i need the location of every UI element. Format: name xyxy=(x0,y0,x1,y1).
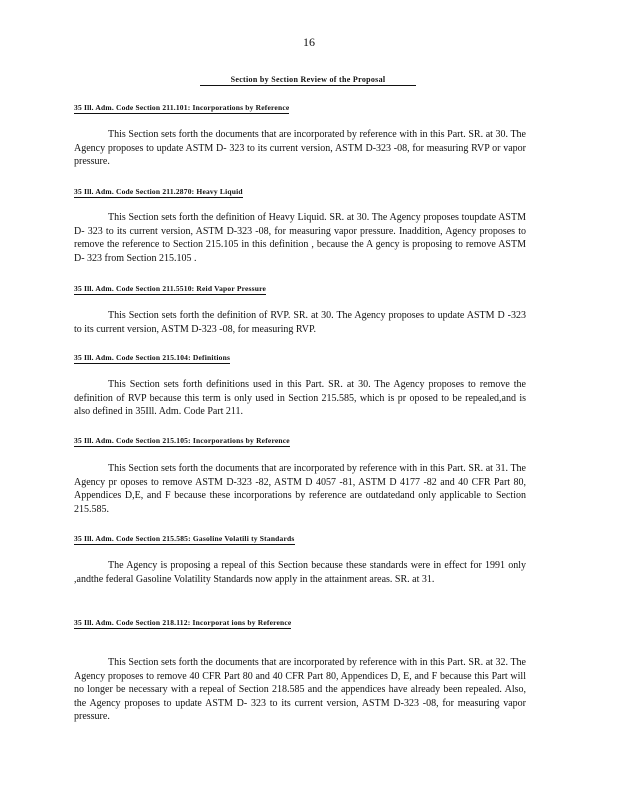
section-body: This Section sets forth the definition of RVP. SR. at 30. The Agency proposes to update ASTM D -323 to its current version, ASTM D-323 -08, for measuring RVP. xyxy=(74,310,526,335)
section-body: This Section sets forth the definition of Heavy Liquid. SR. at 30. The Agency proposes toupdate ASTM D- 323 to its current version, ASTM D-323 -08, for measuring vapor pressure. Inaddition, Agency proposes to remove the reference to Section 215.105 in this definition , because the A gency is proposing to remove ASTM D- 323 from Section 215.105 . xyxy=(74,212,526,264)
section-heading: 35 Ill. Adm. Code Section 215.105: Incorporations by Reference xyxy=(74,436,290,445)
section-heading: 35 Ill. Adm. Code Section 218.112: Incorporat ions by Reference xyxy=(74,618,292,627)
section-heading: 35 Ill. Adm. Code Section 211.2870: Heavy Liquid xyxy=(74,187,243,196)
section-body: This Section sets forth the documents that are incorporated by reference with in this Part. SR. at 30. The Agency proposes to update ASTM D- 323 to its current version, ASTM D-323 -08, for measuring RVP or vapor pressure. xyxy=(74,129,526,167)
section-body: The Agency is proposing a repeal of this Section because these standards were in effect for 1991 only ,andthe federal Gasoline Volatility Standards now apply in the attainment areas. SR. at 31. xyxy=(74,560,526,585)
section-heading: 35 Ill. Adm. Code Section 215.104: Definitions xyxy=(74,353,231,362)
section-heading: 35 Ill. Adm. Code Section 211.5510: Reid Vapor Pressure xyxy=(74,284,267,293)
document-title: Section by Section Review of the Proposal xyxy=(200,75,416,86)
section-body: This Section sets forth the documents that are incorporated by reference with in this Part. SR. at 31. The Agency pr oposes to remove ASTM D-323 -82, ASTM D 4057 -81, ASTM D 4177 -82 and 40 CFR Part 80, Appendices D,E, and F because these incorporations by reference are outdatedand only applicable to Section 215.585. xyxy=(74,463,526,515)
page-number: 16 xyxy=(303,35,315,49)
section-body: This Section sets forth definitions used in this Part. SR. at 30. The Agency proposes to remove the definition of RVP because this term is only used in Section 215.585, which is pr oposed to be repealed,and is also defined in 35Ill. Adm. Code Part 211. xyxy=(74,379,526,417)
section-heading: 35 Ill. Adm. Code Section 211.101: Incorporations by Reference xyxy=(74,103,290,112)
section-heading: 35 Ill. Adm. Code Section 215.585: Gasoline Volatili ty Standards xyxy=(74,534,295,543)
section-body: This Section sets forth the documents that are incorporated by reference with in this Part. SR. at 32. The Agency proposes to remove 40 CFR Part 80 and 40 CFR Part 80, Appendices D, E, and F because this Part will no longer be necessary with a repeal of Section 218.585 and the appendices have already been repealed. Also, the Agency proposes to update ASTM D- 323 to its current version, ASTM D-323 -08, for measuring vapor pressure. xyxy=(74,657,526,722)
